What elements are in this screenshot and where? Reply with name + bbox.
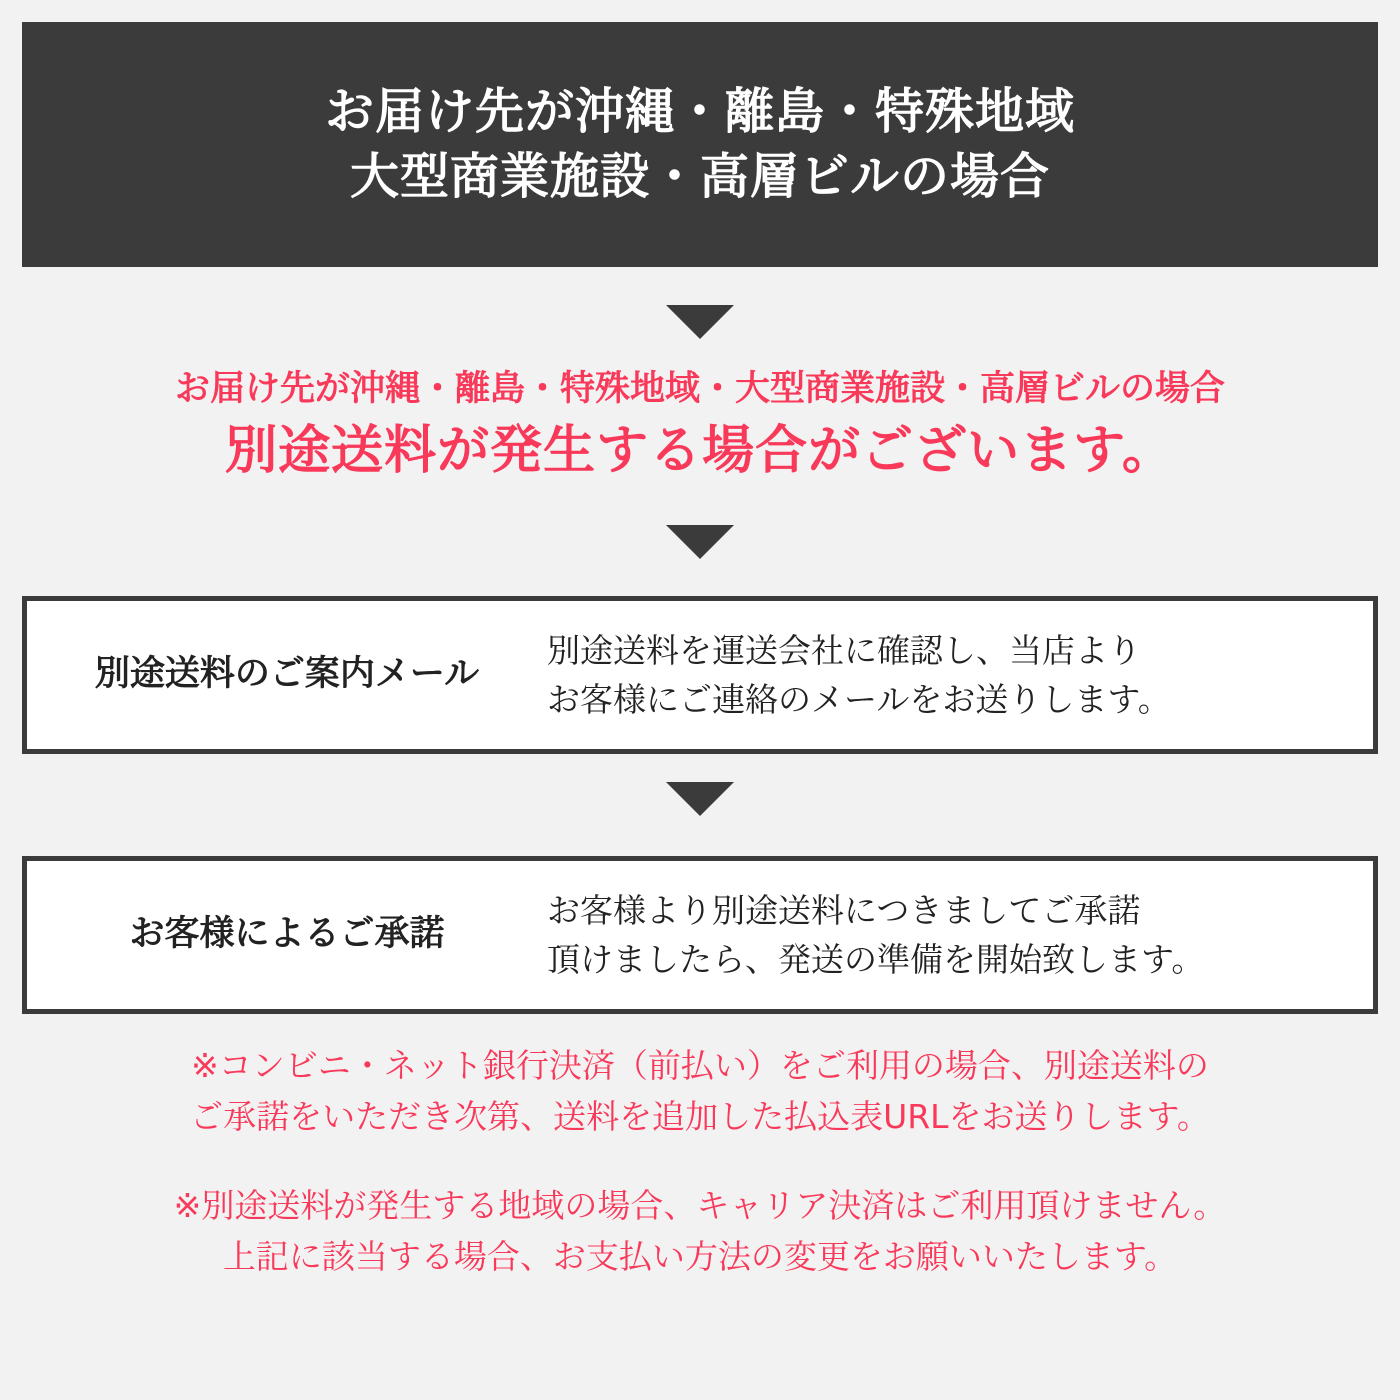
note-item (0, 1040, 1400, 1142)
step-description (547, 886, 1373, 985)
step-label: お客様によるご承諾 (129, 914, 445, 955)
note-line-2: ご承諾をいただき次第、送料を追加した払込表URLをお送りします。 (190, 1097, 1210, 1137)
step-description (547, 626, 1373, 725)
header-title-line-1: お届け先が沖縄・離島・特殊地域 (324, 82, 1075, 140)
emphasis-line-2: 別途送料が発生する場合がございます。 (225, 420, 1175, 481)
step-label: 別途送料のご案内メール (94, 654, 480, 695)
step-description-line-2: お客様にご連絡のメールをお送りします。 (547, 680, 1171, 719)
note-line-1: ※コンビニ・ネット銀行決済（前払い）をご利用の場合、別途送料の (191, 1046, 1209, 1085)
note-line-1: ※別途送料が発生する地域の場合、キャリア決済はご利用頂けません。 (173, 1186, 1227, 1226)
step-description-line-1: 別途送料を運送会社に確認し、当店より (547, 630, 1141, 670)
header-banner (22, 22, 1378, 267)
notes-section (0, 1040, 1400, 1283)
step-description-line-2: 頂けましたら、発送の準備を開始致します。 (547, 940, 1205, 979)
down-arrow-icon (666, 782, 734, 816)
step-box-customer-consent (22, 856, 1378, 1014)
down-arrow-icon (666, 525, 734, 559)
down-arrow-icon (666, 305, 734, 339)
note-item (0, 1180, 1400, 1282)
note-line-2: 上記に該当する場合、お支払い方法の変更をお願いいたします。 (222, 1237, 1178, 1277)
emphasis-block (0, 368, 1400, 485)
step-description-line-1: お客様より別途送料につきましてご承諾 (547, 890, 1141, 930)
emphasis-line-1: お届け先が沖縄・離島・特殊地域・大型商業施設・高層ビルの場合 (174, 369, 1225, 409)
step-box-shipping-fee-email (22, 596, 1378, 754)
header-title-line-2: 大型商業施設・高層ビルの場合 (349, 147, 1050, 205)
